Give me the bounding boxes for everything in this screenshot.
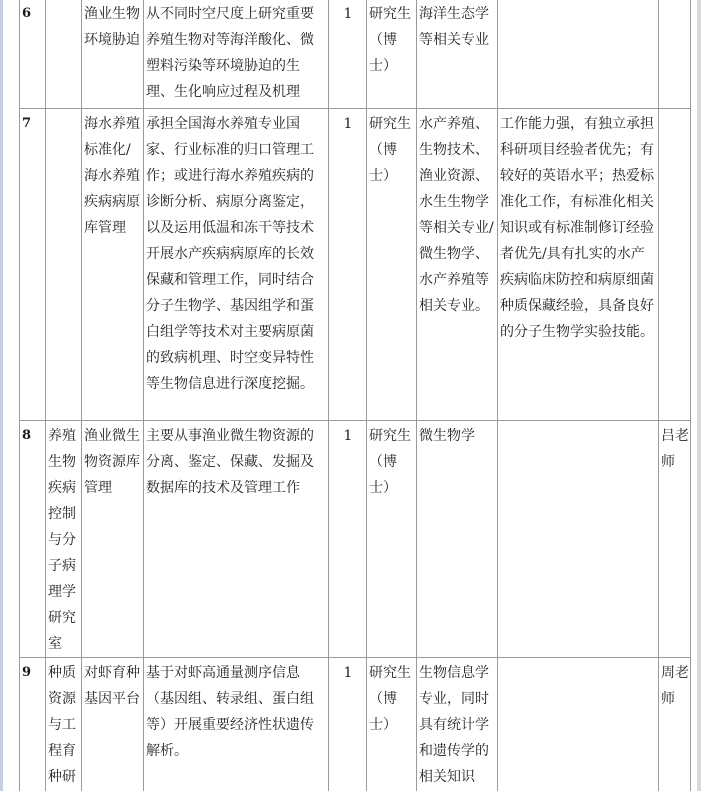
position-cell: 海水养殖标准化/海水养殖疾病病原库管理 [82, 109, 144, 421]
table-row [20, 109, 691, 421]
contact-cell: 吕老师 [659, 421, 691, 658]
department-cell: 养殖生物疾病控制与分子病理学研究室 [46, 421, 82, 658]
headcount-cell: 1 [329, 421, 367, 658]
department-cell: 种质资源与工程育种研 [46, 658, 82, 791]
requirements-cell [498, 658, 659, 791]
recruitment-table [19, 0, 691, 791]
duties-cell: 承担全国海水养殖专业国家、行业标准的归口管理工作；或进行海水养殖疾病的诊断分析、病原分离鉴定，以及运用低温和冻干等技术开展水产疾病病原库的长效保藏和管理工作，同时结合分子生物学、基因组学和蛋白组学等技术对主要病原菌的致病机理、时空变异特性等生物信息进行深度挖掘。 [144, 109, 329, 421]
position-cell: 对虾育种基因平台 [82, 658, 144, 791]
headcount-cell: 1 [329, 658, 367, 791]
requirements-cell [498, 421, 659, 658]
table-row [20, 0, 691, 109]
major-cell: 生物信息学专业，同时具有统计学和遗传学的相关知识 [417, 658, 498, 791]
department-cell [46, 109, 82, 421]
row-number: 6 [20, 0, 46, 109]
degree-cell: 研究生（博士） [367, 109, 417, 421]
position-cell: 渔业微生物资源库管理 [82, 421, 144, 658]
headcount-cell: 1 [329, 0, 367, 109]
position-cell: 渔业生物环境胁迫 [82, 0, 144, 109]
row-number: 7 [20, 109, 46, 421]
degree-cell: 研究生（博士） [367, 658, 417, 791]
duties-cell: 基于对虾高通量测序信息（基因组、转录组、蛋白组等）开展重要经济性状遗传解析。 [144, 658, 329, 791]
left-edge-bar [0, 0, 3, 791]
degree-cell: 研究生（博士） [367, 421, 417, 658]
requirements-cell [498, 0, 659, 109]
headcount-cell: 1 [329, 109, 367, 421]
major-cell: 海洋生态学等相关专业 [417, 0, 498, 109]
row-number: 9 [20, 658, 46, 791]
contact-cell [659, 109, 691, 421]
duties-cell: 主要从事渔业微生物资源的分离、鉴定、保藏、发掘及数据库的技术及管理工作 [144, 421, 329, 658]
major-cell: 微生物学 [417, 421, 498, 658]
table-row [20, 658, 691, 791]
department-cell [46, 0, 82, 109]
duties-cell: 从不同时空尺度上研究重要养殖生物对等海洋酸化、微塑料污染等环境胁迫的生理、生化响应过程及机理 [144, 0, 329, 109]
row-number: 8 [20, 421, 46, 658]
contact-cell [659, 0, 691, 109]
requirements-cell: 工作能力强，有独立承担科研项目经验者优先；有较好的英语水平；热爱标准化工作，有标准化相关知识或有标准制修订经验者优先/具有扎实的水产疾病临床防控和病原细菌种质保藏经验，具备良好的分子生物学实验技能。 [498, 109, 659, 421]
contact-cell: 周老师 [659, 658, 691, 791]
table-row [20, 421, 691, 658]
major-cell: 水产养殖、生物技术、渔业资源、水生生物学等相关专业/微生物学、水产养殖等相关专业。 [417, 109, 498, 421]
right-edge-shade [697, 0, 701, 791]
degree-cell: 研究生（博士） [367, 0, 417, 109]
